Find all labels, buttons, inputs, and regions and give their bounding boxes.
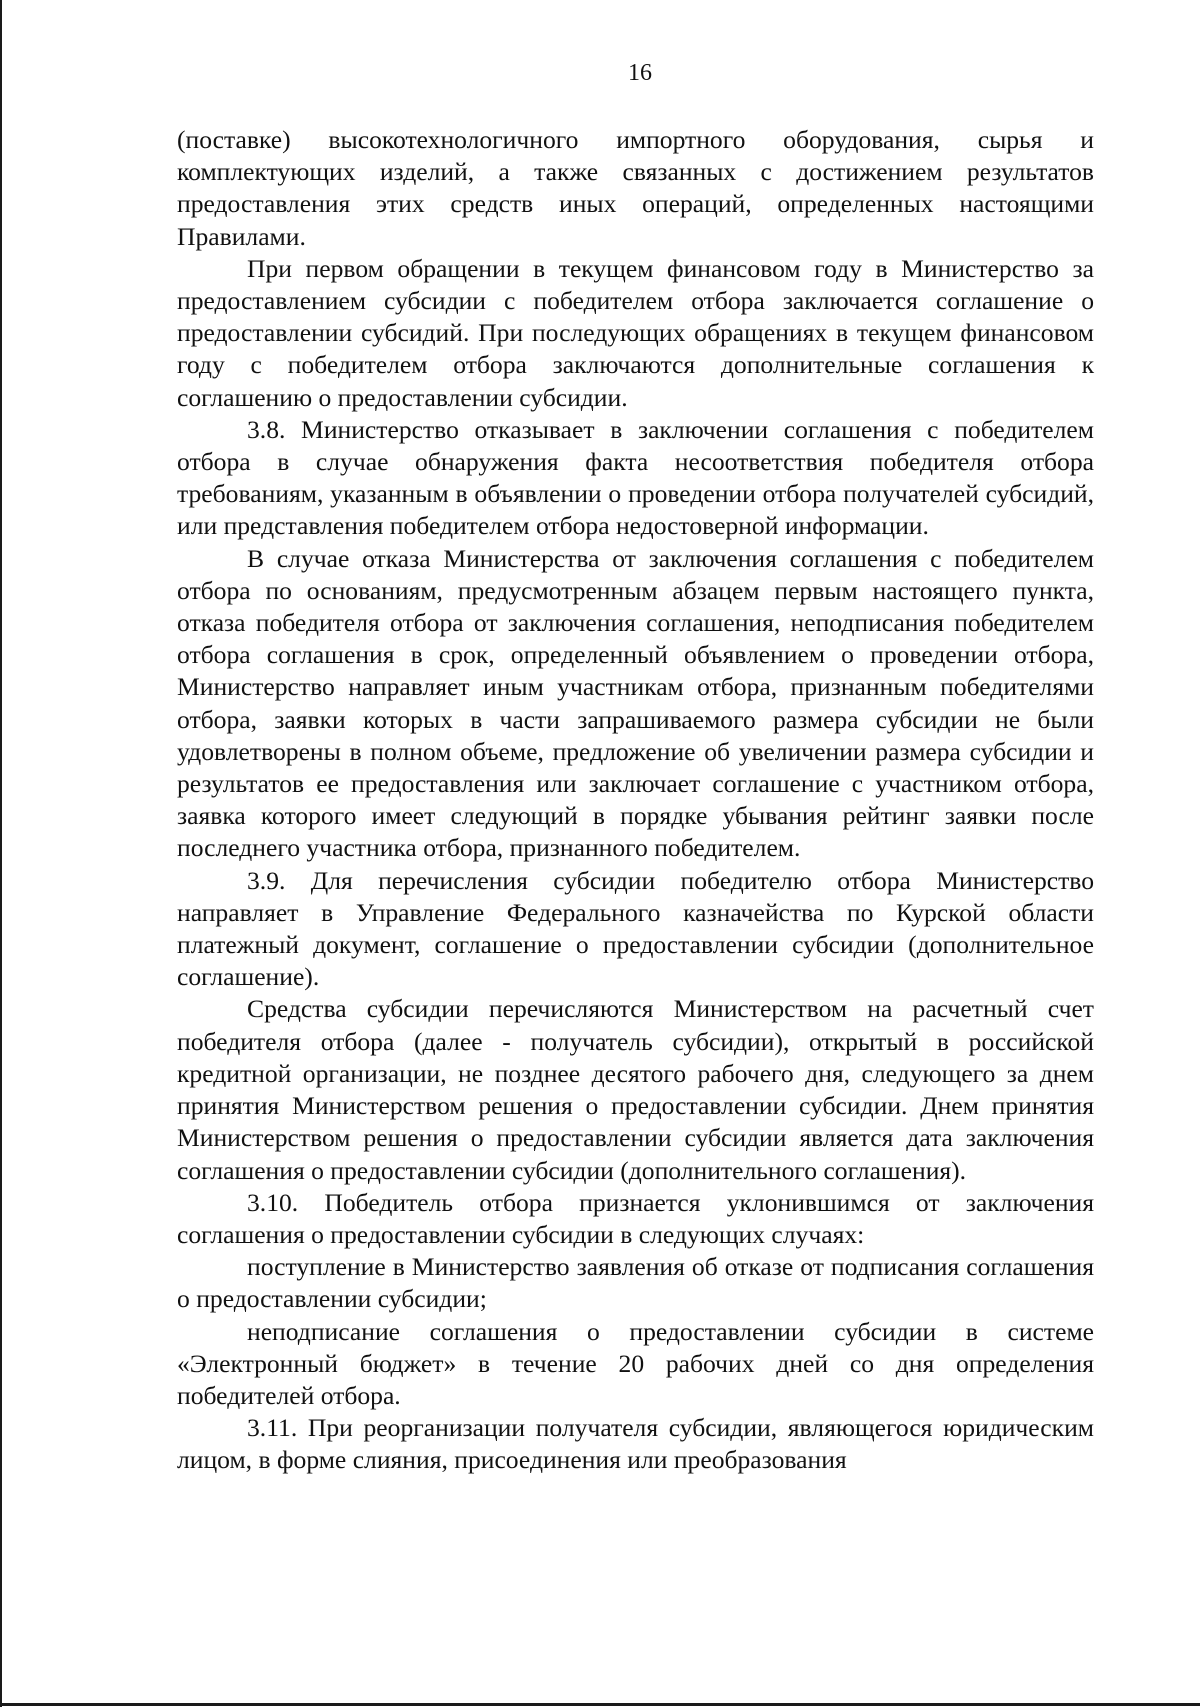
paragraph-not-signed: неподписание соглашения о предоставлении субсидии в системе «Электронный бюджет» в течение 20 рабочих дней со дня определения победителей отбора. [177, 1316, 1094, 1410]
paragraph-clause-3-9: 3.9. Для перечисления субсидии победителю отбора Министерство направляет в Управление Федерального казначейства по Курской области платежный документ, соглашение о предоставлении субсидии (дополнительное соглашение). [177, 865, 1094, 992]
paragraph-clause-3-11: 3.11. При реорганизации получателя субсидии, являющегося юридическим лицом, в форме слияния, присоединения или преобразования [177, 1413, 1094, 1475]
paragraph-funds-transfer: Средства субсидии перечисляются Министерством на расчетный счет победителя отбора (далее - получатель субсидии), открытый в российской кредитной организации, не позднее десятого рабочего дня, следующего за днем принятия Министерством решения о предоставлении субсидии. Днем принятия Министерством решения о предоставлении субсидии является дата заключения соглашения о предоставлении субсидии (дополнительного соглашения). [177, 994, 1094, 1185]
page-number: 16 [628, 60, 652, 86]
document-body [177, 124, 1094, 1477]
paragraph-continuation: (поставке) высокотехнологичного импортного оборудования, сырья и комплектующих изделий, а также связанных с достижением результатов предоставления этих средств иных операций, определенных настоящими Правилами. [177, 125, 1094, 251]
page-left-edge [0, 0, 2, 1707]
paragraph-refusal-case: В случае отказа Министерства от заключения соглашения с победителем отбора по основаниям, предусмотренным абзацем первым настоящего пункта, отказа победителя отбора от заключения соглашения, неподписания победителем отбора соглашения в срок, определенный объявлением о проведении отбора, Министерство направляет иным участникам отбора, признанным победителями отбора, заявки которых в части запрашиваемого размера субсидии не были удовлетворены в полном объеме, предложение об увеличении размера субсидии и результатов ее предоставления или заключает соглашение с участником отбора, заявка которого имеет следующий в порядке убывания рейтинг заявки после последнего участника отбора, признанного победителем. [177, 543, 1094, 863]
paragraph-refusal-statement: поступление в Министерство заявления об отказе от подписания соглашения о предоставлении субсидии; [177, 1252, 1094, 1314]
paragraph-clause-3-10: 3.10. Победитель отбора признается уклонившимся от заключения соглашения о предоставлении субсидии в следующих случаях: [177, 1187, 1094, 1249]
page-bottom-edge [0, 1703, 1200, 1706]
paragraph-first-application: При первом обращении в текущем финансовом году в Министерство за предоставлением субсидии с победителем отбора заключается соглашение о предоставлении субсидий. При последующих обращениях в текущем финансовом году с победителем отбора заключаются дополнительные соглашения к соглашению о предоставлении субсидии. [177, 253, 1094, 412]
paragraph-clause-3-8: 3.8. Министерство отказывает в заключении соглашения с победителем отбора в случае обнаружения факта несоответствия победителя отбора требованиям, указанным в объявлении о проведении отбора получателей субсидий, или представления победителем отбора недостоверной информации. [177, 414, 1094, 541]
